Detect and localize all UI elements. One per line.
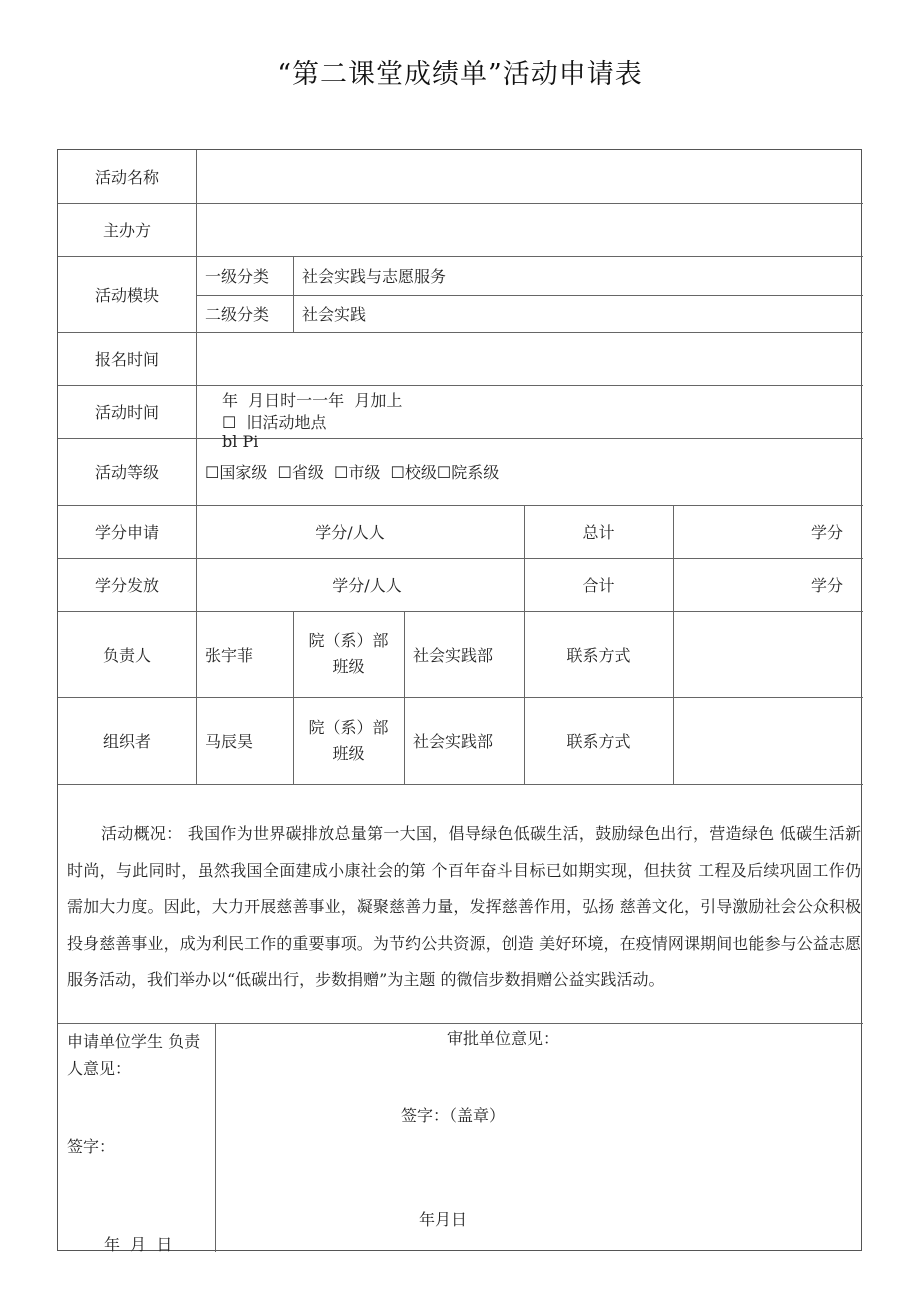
credit-issue-total-unit[interactable]: 学分 — [810, 576, 843, 595]
applicant-opinion-cell[interactable] — [58, 1023, 215, 1252]
activity-name-label: 活动名称 — [94, 168, 159, 187]
activity-module-label: 活动模块 — [94, 285, 159, 305]
approver-opinion-label: 审批单位意见： — [447, 1029, 560, 1048]
dept-label: 院（系）部 — [308, 631, 389, 650]
activity-level-options[interactable]: ☐国家级 ☐省级 ☐市级 ☐校级☐院系级 — [205, 463, 500, 482]
credit-apply-total-label: 总计 — [582, 523, 615, 542]
page-title: “第二课堂成绩单”活动申请表 — [277, 59, 643, 90]
level1-category-label: 一级分类 — [205, 267, 270, 286]
activity-overview[interactable]: 活动概况： 我国作为世界碳排放总量第一大国，倡导绿色低碳生活，鼓励绿色出行，营造绿色 低碳生活新时尚，与此同时，虽然我国全面建成小康社会的第 个百年奋斗目标已如期实现，但扶贫 工程及后续巩固工作仍需加大力度。因此，大力开展慈善事业，凝聚慈善力量，发挥慈善作用，弘扬 慈善文化，引导激励社会公众积极投身慈善事业，成为利民工作的重要事项。为节约公共资源，创造 美好环境，在疫情网课期间也能参与公益志愿服务活动，我们举办以“低碳出行，步数捐赠”为主题 的微信步数捐赠公益实践活动。 — [67, 824, 861, 989]
leader-label: 负责人 — [102, 645, 151, 665]
activity-level-label: 活动等级 — [94, 463, 159, 482]
organizer-dept-class-label — [293, 697, 404, 784]
credit-issue-label: 学分发放 — [94, 576, 159, 595]
credit-apply-label: 学分申请 — [94, 523, 159, 542]
organizer-name[interactable]: 马辰昊 — [205, 732, 254, 751]
class-label: 班级 — [332, 657, 365, 676]
leader-contact-label: 联系方式 — [566, 645, 631, 665]
applicant-sign-label: 签字： — [67, 1137, 116, 1156]
organizer-unit-label: 主办方 — [102, 221, 151, 240]
approver-date-label: 年月日 — [419, 1210, 468, 1229]
activity-time-label: 活动时间 — [94, 403, 159, 422]
activity-location-line: ☐ 旧活动地点 — [222, 413, 327, 432]
level1-category-value[interactable]: 社会实践与志愿服务 — [302, 267, 447, 286]
application-form-table — [57, 149, 862, 1254]
credit-apply-total-unit[interactable]: 学分 — [810, 523, 843, 542]
activity-name-field[interactable] — [196, 150, 863, 203]
leader-dept-value[interactable]: 社会实践部 — [413, 645, 494, 665]
signup-time-field[interactable] — [196, 332, 863, 385]
organizer-contact-label: 联系方式 — [566, 732, 631, 751]
level2-category-label: 二级分类 — [205, 305, 270, 324]
organizer-dept-value[interactable]: 社会实践部 — [413, 732, 494, 751]
row-divider — [58, 784, 863, 785]
approver-sign-label: 签字：（盖章） — [401, 1106, 506, 1125]
applicant-opinion-label: 申请单位学生 负责人意见： — [67, 1032, 201, 1078]
level2-category-value[interactable]: 社会实践 — [302, 305, 367, 324]
organizer-contact-field[interactable] — [673, 697, 863, 784]
activity-time-field[interactable] — [196, 385, 863, 451]
dept-label: 院（系）部 — [308, 717, 389, 737]
signup-time-label: 报名时间 — [94, 350, 159, 369]
activity-time-line: 年 月日时一一年 月加上 — [222, 391, 403, 410]
leader-name[interactable]: 张宇菲 — [205, 645, 254, 665]
applicant-date-label: 年 月 日 — [104, 1235, 173, 1254]
credit-issue-per-person[interactable]: 学分/人人 — [332, 576, 402, 595]
leader-dept-class-label — [293, 611, 404, 697]
activity-time-clipped-line: bl Pi — [222, 432, 259, 451]
organizer-unit-field[interactable] — [196, 203, 863, 256]
leader-contact-field[interactable] — [673, 611, 863, 697]
credit-issue-total-label: 合计 — [582, 576, 615, 595]
class-label: 班级 — [332, 743, 365, 763]
approver-opinion-cell[interactable] — [215, 1023, 863, 1252]
credit-apply-per-person[interactable]: 学分/人人 — [315, 523, 385, 542]
organizer-label: 组织者 — [102, 732, 151, 751]
